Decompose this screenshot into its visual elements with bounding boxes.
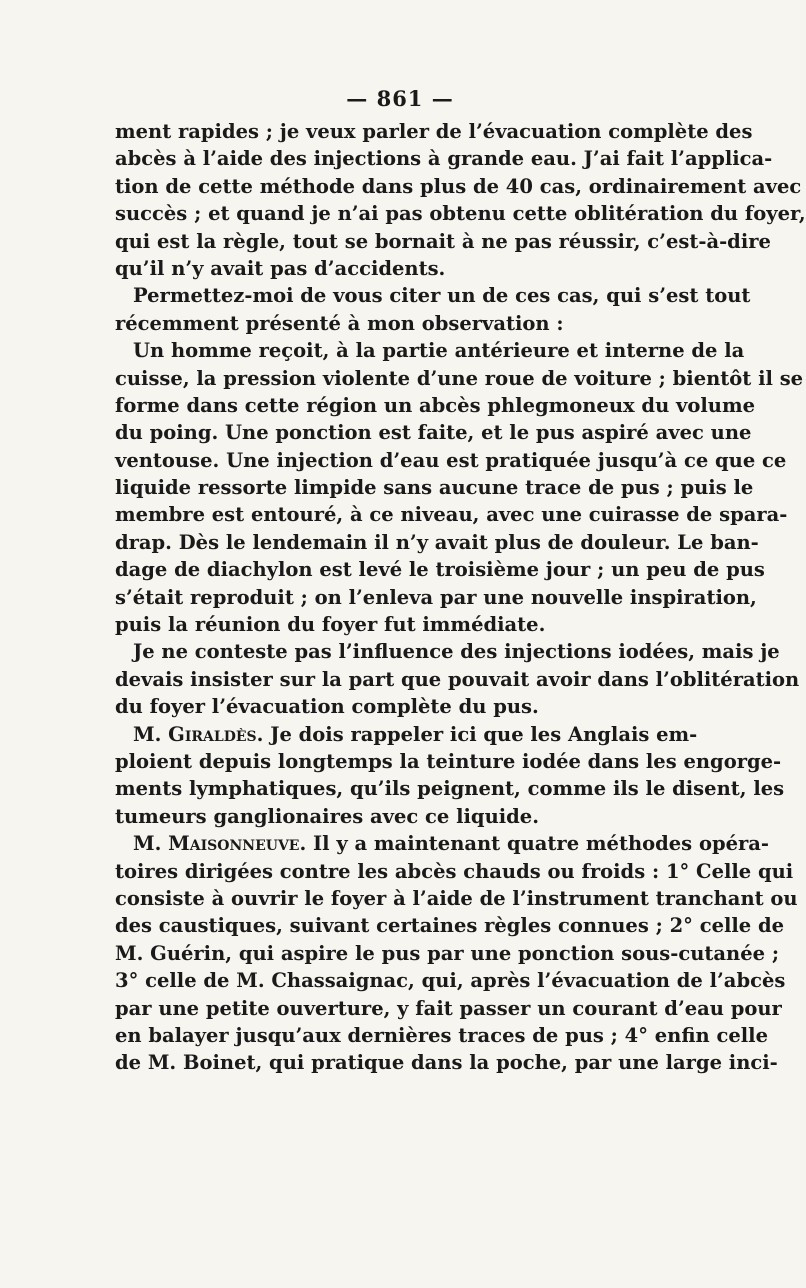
text-line: tumeurs ganglionaires avec ce liquide. xyxy=(115,804,539,828)
text-line: forme dans cette région un abcès phlegmoneux du volume xyxy=(115,393,755,417)
text-line: récemment présenté à mon observation : xyxy=(115,311,564,335)
text-line: liquide ressorte limpide sans aucune trace de pus ; puis le xyxy=(115,476,754,500)
text-line: du poing. Une ponction est faite, et le pus aspiré avec une xyxy=(115,421,752,445)
text-line: puis la réunion du foyer fut immédiate. xyxy=(115,613,546,637)
speaker-text: . Il y a maintenant quatre méthodes opéra- xyxy=(299,832,769,856)
text-line: drap. Dès le lendemain il n’y avait plus de douleur. Le ban- xyxy=(115,530,759,554)
speaker-name: Giraldès xyxy=(168,722,257,746)
speaker-name: Maisonneuve xyxy=(168,832,300,856)
text-line: toires dirigées contre les abcès chauds ou froids : 1° Celle qui xyxy=(115,859,794,883)
speaker-prefix: M. xyxy=(133,722,169,746)
speaker-text: . Je dois rappeler ici que les Anglais em- xyxy=(256,722,698,746)
text-line: M. Guérin, qui aspire le pus par une ponction sous-cutanée ; xyxy=(115,941,780,965)
text-line: membre est entouré, à ce niveau, avec une cuirasse de spara- xyxy=(115,503,788,527)
text-line: qu’il n’y avait pas d’accidents. xyxy=(115,256,446,280)
text-line: tion de cette méthode dans plus de 40 cas, ordinairement avec xyxy=(115,174,802,198)
body-text xyxy=(115,118,806,1077)
text-line: Permettez-moi de vous citer un de ces cas, qui s’est tout xyxy=(133,284,751,308)
text-line: en balayer jusqu’aux dernières traces de pus ; 4° enfin celle xyxy=(115,1023,768,1047)
speaker-line-maisonneuve xyxy=(115,830,769,857)
text-line: des caustiques, suivant certaines règles connues ; 2° celle de xyxy=(115,914,785,938)
text-line: succès ; et quand je n’ai pas obtenu cette oblitération du foyer, xyxy=(115,202,806,226)
page-number: — 861 — xyxy=(346,86,454,111)
text-line: cuisse, la pression violente d’une roue de voiture ; bientôt il se xyxy=(115,366,804,390)
text-line: ments lymphatiques, qu’ils peignent, comme ils le disent, les xyxy=(115,777,785,801)
text-line: ment rapides ; je veux parler de l’évacuation complète des xyxy=(115,120,753,143)
text-line: ventouse. Une injection d’eau est pratiquée jusqu’à ce que ce xyxy=(115,448,787,472)
text-line: dage de diachylon est levé le troisième jour ; un peu de pus xyxy=(115,558,765,582)
text-line: Un homme reçoit, à la partie antérieure et interne de la xyxy=(133,339,745,363)
text-line: par une petite ouverture, y fait passer un courant d’eau pour xyxy=(115,996,782,1020)
text-line: devais insister sur la part que pouvait avoir dans l’oblitération xyxy=(115,667,800,691)
text-line: consiste à ouvrir le foyer à l’aide de l’instrument tranchant ou xyxy=(115,886,798,910)
text-line: Je ne conteste pas l’influence des injections iodées, mais je xyxy=(133,640,780,664)
text-line: du foyer l’évacuation complète du pus. xyxy=(115,695,539,719)
text-line: ploient depuis longtemps la teinture iodée dans les engorge- xyxy=(115,749,782,773)
text-line: 3° celle de M. Chassaignac, qui, après l’évacuation de l’abcès xyxy=(115,969,786,993)
text-line: de M. Boinet, qui pratique dans la poche, par une large inci- xyxy=(115,1051,778,1075)
speaker-line-giraldes xyxy=(115,721,698,748)
text-line: abcès à l’aide des injections à grande eau. J’ai fait l’applica- xyxy=(115,147,773,171)
text-line: s’était reproduit ; on l’enleva par une nouvelle inspiration, xyxy=(115,585,757,609)
text-line: qui est la règle, tout se bornait à ne pas réussir, c’est-à-dire xyxy=(115,229,771,253)
speaker-prefix: M. xyxy=(133,832,169,856)
